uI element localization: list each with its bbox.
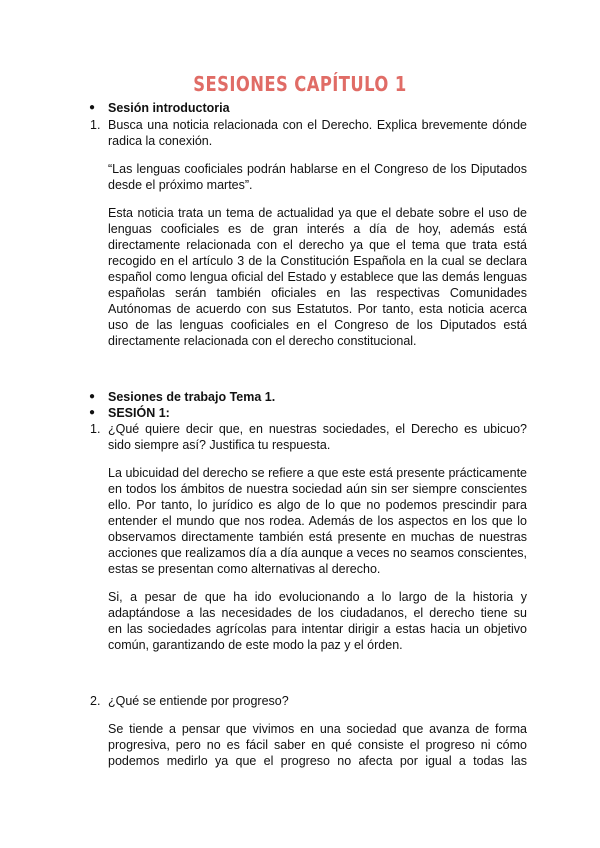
question-number: 1.	[90, 422, 101, 436]
answer-ubicuo-paragraph-2: Si, a pesar de que ha ido evolucionando a lo largo de la historia y adaptándose a las necesidades de los ciudadanos, el derecho tiene su en las sociedades agrícolas para intentar dirigir a estas hacia un objetivo común, garantizando de este modo la paz y el órden.	[108, 590, 527, 652]
document-page: SESIONES CAPÍTULO 1 ● Sesión introductoria 1. Busca una noticia relacionada con el Derecho. Explica brevemente dónde radica la conexión. “Las lenguas cooficiales podrán hablarse en el Congreso de los Diputados desde el próximo martes”. Esta noticia trata un tema de actualidad ya que el debate sobre el uso de lenguas cooficiales es de gran interés a día de hoy, además está directamente relacionada con el derecho ya que el tema que trata está recogido en el artículo 3 de la Constitución Española en la cual se declara español como lengua oficial del Estado y establece que las demás lenguas españolas serán también oficiales en las respectivas Comunidades Autónomas de acuerdo con sus Estatutos. Por tanto, esta noticia acerca uso de las lenguas cooficiales en el Congreso de los Diputados está directamente relacionada con el derecho constitucional. ● Sesiones de trabajo Tema 1. ● SESIÓN 1: 1. ¿Qué quiere decir que, en nuestras sociedades, el Derecho es ubicuo? sido siempre así? Justifica tu respuesta. La ubicuidad del derecho se refiere a que este está presente prácticamente en todos los ámbitos de nuestra sociedad aún sin ser siempre conscientes ello. Por tanto, lo jurídico es algo de lo que no podemos prescindir para entender el mundo que nos rodea. Además de los aspectos en los que lo observamos directamente también está presente en muchas de nuestras acciones que realizamos día a día aunque a veces no seamos conscientes, estas se presentan como alternativas al derecho. Si, a pesar de que ha ido evolucionando a lo largo de la historia y adaptándose a las necesidades de los ciudadanos, el derecho tiene su en las sociedades agrícolas para intentar dirigir a estas hacia un objetivo común, garantizando de este modo la paz y el órden. 2. ¿Qué se entiende por progreso? Se tiende a pensar que vivimos en una sociedad que avanza de forma progresiva, pero no es fácil saber en qué consiste el progreso ni cómo podemos medirlo ya que el progreso no afecta por igual a todas las	[0, 0, 600, 848]
question-1: Busca una noticia relacionada con el Derecho. Explica brevemente dónde radica la conexión.	[108, 118, 527, 148]
question-ubicuo: ¿Qué quiere decir que, en nuestras sociedades, el Derecho es ubicuo? sido siempre así? Justifica tu respuesta.	[108, 422, 527, 452]
question-number: 2.	[90, 694, 101, 708]
page-title: SESIONES CAPÍTULO 1	[193, 72, 407, 96]
question-number: 1.	[90, 118, 101, 132]
news-quote: “Las lenguas cooficiales podrán hablarse en el Congreso de los Diputados desde el próximo martes”.	[108, 162, 527, 192]
bullet-icon: ●	[89, 102, 96, 113]
bullet-icon: ●	[89, 391, 96, 402]
answer-ubicuo-paragraph-1: La ubicuidad del derecho se refiere a que este está presente prácticamente en todos los ámbitos de nuestra sociedad aún sin ser siempre conscientes ello. Por tanto, lo jurídico es algo de lo que no podemos prescindir para entender el mundo que nos rodea. Además de los aspectos en los que lo observamos directamente también está presente en muchas de nuestras acciones que realizamos día a día aunque a veces no seamos conscientes, estas se presentan como alternativas al derecho.	[108, 466, 527, 576]
question-progreso: ¿Qué se entiende por progreso?	[108, 694, 289, 708]
bullet-icon: ●	[89, 407, 96, 418]
answer-1-paragraph: Esta noticia trata un tema de actualidad ya que el debate sobre el uso de lenguas cooficiales es de gran interés a día de hoy, además está directamente relacionada con el derecho ya que el tema que trata está recogido en el artículo 3 de la Constitución Española en la cual se declara español como lengua oficial del Estado y establece que las demás lenguas españolas serán también oficiales en las respectivas Comunidades Autónomas de acuerdo con sus Estatutos. Por tanto, esta noticia acerca uso de las lenguas cooficiales en el Congreso de los Diputados está directamente relacionada con el derecho constitucional.	[108, 206, 527, 348]
answer-progreso-paragraph: Se tiende a pensar que vivimos en una sociedad que avanza de forma progresiva, pero no es fácil saber en qué consiste el progreso ni cómo podemos medirlo ya que el progreso no afecta por igual a todas las	[108, 722, 527, 768]
